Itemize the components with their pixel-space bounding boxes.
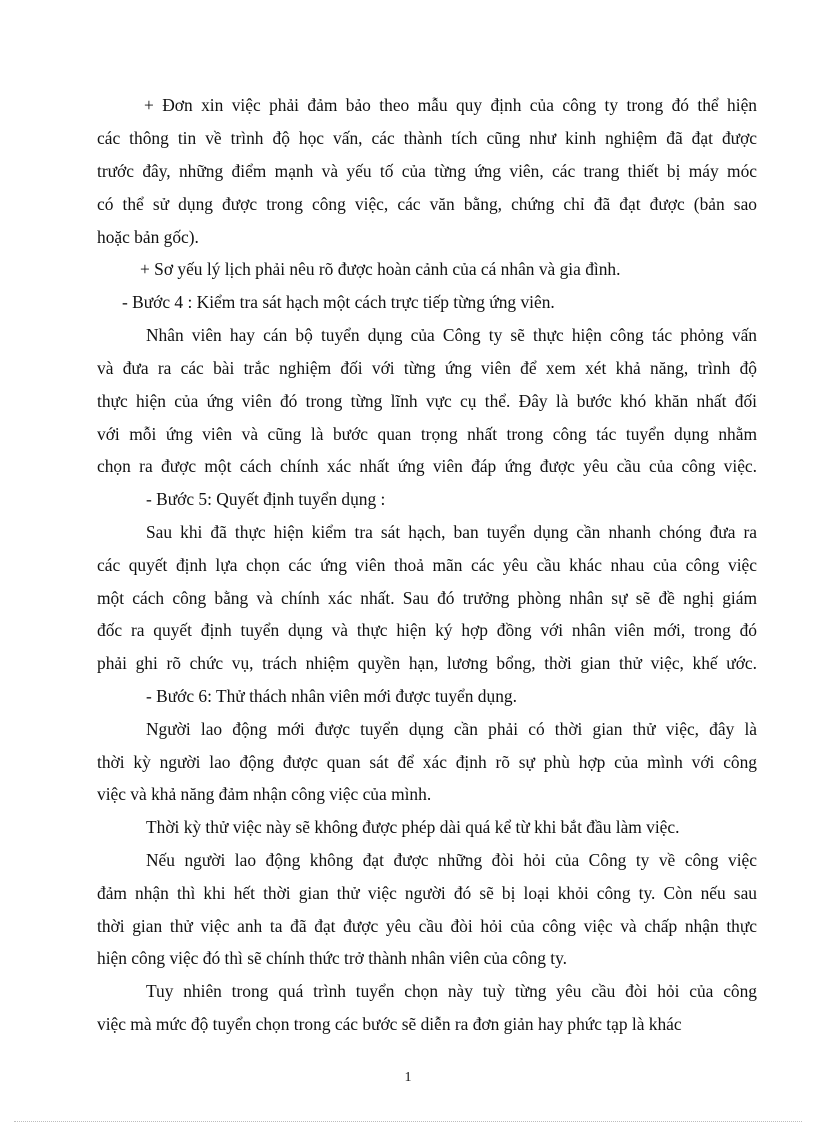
section-heading: - Bước 5: Quyết định tuyển dụng : [146, 489, 386, 509]
text-line: đốc ra quyết định tuyển dụng và thực hiện ký hợp đồng với nhân viên mới, trong đó [97, 620, 757, 640]
text-line: hiện công việc đó thì sẽ chính thức trở thành nhân viên của công ty. [97, 948, 568, 968]
text-line: và đưa ra các bài trắc nghiệm đối với từng ứng viên để xem xét khả năng, trình độ [97, 358, 757, 378]
text-line: Nếu người lao động không đạt được những đòi hỏi của Công ty về công việc [146, 850, 757, 870]
text-line: Nhân viên hay cán bộ tuyển dụng của Công ty sẽ thực hiện công tác phỏng vấn [146, 325, 757, 345]
text-line: thực hiện của ứng viên đó trong từng lĩnh vực cụ thể. Đây là bước khó khăn nhất đối [97, 391, 757, 411]
text-line: thời gian thử việc anh ta đã đạt được yêu cầu đòi hỏi của công việc và chấp nhận thực [97, 916, 757, 936]
text-line: Tuy nhiên trong quá trình tuyển chọn này tuỳ từng yêu cầu đòi hỏi của công [146, 981, 757, 1001]
text-line: Người lao động mới được tuyển dụng cần phải có thời gian thử việc, đây là [146, 719, 757, 739]
text-line: các quyết định lựa chọn các ứng viên thoả mãn các yêu cầu khác nhau của công việc [97, 555, 757, 575]
text-line: chọn ra được một cách chính xác nhất ứng viên đáp ứng được yêu cầu của công việc. [97, 456, 757, 476]
section-heading: - Bước 6: Thử thách nhân viên mới được tuyển dụng. [146, 686, 517, 706]
text-line: các thông tin về trình độ học vấn, các thành tích cũng như kinh nghiệm đã đạt được [97, 128, 757, 148]
text-line: + Đơn xin việc phải đảm bảo theo mẫu quy định của công ty trong đó thể hiện [144, 95, 757, 115]
text-line: + Sơ yếu lý lịch phải nêu rõ được hoàn cảnh của cá nhân và gia đình. [140, 259, 621, 279]
text-line: trước đây, những điểm mạnh và yếu tố của từng ứng viên, các trang thiết bị máy móc [97, 161, 757, 181]
text-line: Thời kỳ thử việc này sẽ không được phép dài quá kể từ khi bắt đầu làm việc. [146, 817, 680, 837]
text-line: một cách công bằng và chính xác nhất. Sau đó trưởng phòng nhân sự sẽ đề nghị giám [97, 588, 757, 608]
text-line: hoặc bản gốc). [97, 227, 199, 247]
text-line: thời kỳ người lao động được quan sát để xác định rõ sự phù hợp của mình với công [97, 752, 757, 772]
text-line: có thể sử dụng được trong công việc, các văn bằng, chứng chỉ đã đạt được (bản sao [97, 194, 757, 214]
page-bottom-divider [14, 1121, 802, 1122]
text-line: với mỗi ứng viên và cũng là bước quan trọng nhất trong công tác tuyển dụng nhằm [97, 424, 757, 444]
text-line: đảm nhận thì khi hết thời gian thử việc người đó sẽ bị loại khỏi công ty. Còn nếu sau [97, 883, 757, 903]
text-line: việc mà mức độ tuyển chọn trong các bước sẽ diễn ra đơn giản hay phức tạp là khác [97, 1014, 682, 1034]
text-line: phải ghi rõ chức vụ, trách nhiệm quyền hạn, lương bổng, thời gian thử việc, khế ước. [97, 653, 757, 673]
section-heading: - Bước 4 : Kiểm tra sát hạch một cách trực tiếp từng ứng viên. [122, 292, 555, 312]
text-line: Sau khi đã thực hiện kiểm tra sát hạch, ban tuyển dụng cần nhanh chóng đưa ra [146, 522, 757, 542]
page-number: 1 [404, 1070, 412, 1085]
text-line: việc và khả năng đảm nhận công việc của mình. [97, 784, 432, 804]
